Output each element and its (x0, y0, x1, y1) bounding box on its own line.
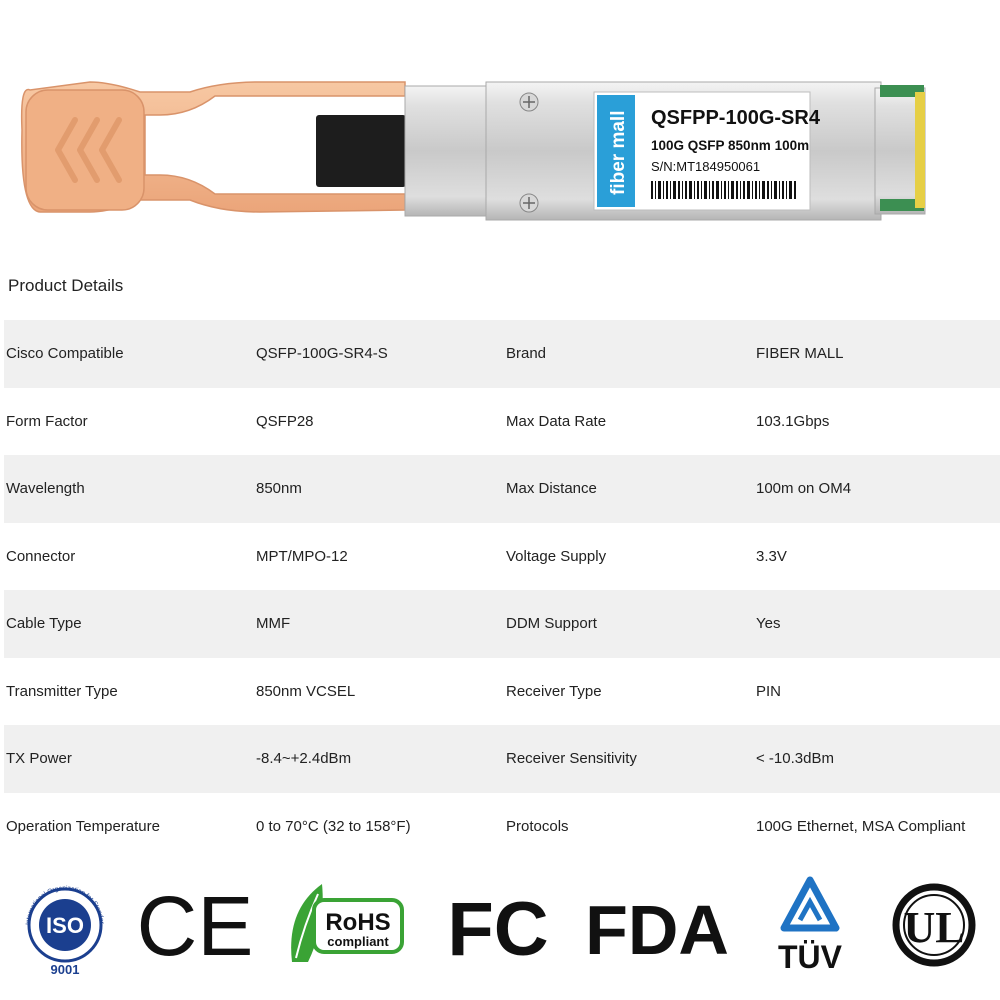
iso-ring-text: International Organization for Standar (24, 884, 105, 926)
spec-label: Cisco Compatible (6, 345, 124, 363)
spec-value: 3.3V (756, 547, 787, 565)
spec-value: MPT/MPO-12 (256, 547, 348, 565)
iso-9001-logo (18, 870, 113, 980)
tuv-logo (770, 870, 850, 980)
spec-label: Wavelength (6, 480, 85, 498)
ul-text: UL (903, 903, 965, 952)
spec-value: FIBER MALL (756, 345, 844, 363)
iso-number: 9001 (50, 962, 80, 977)
spec-value: < -10.3dBm (756, 750, 834, 768)
spec-label: Transmitter Type (6, 682, 118, 700)
rohs-text: RoHS (325, 909, 391, 936)
tuv-text: TÜV (778, 939, 842, 975)
label-brand: fiber mall (608, 110, 629, 195)
spec-value: 850nm VCSEL (256, 682, 356, 700)
spec-label: Receiver Sensitivity (506, 750, 637, 768)
rohs-sub: compliant (327, 934, 389, 949)
label-line2: 100G QSFP 850nm 100m (651, 138, 810, 153)
label-title: QSFPP-100G-SR4 (651, 107, 820, 129)
spec-label: DDM Support (506, 615, 597, 633)
spec-label: Brand (506, 345, 547, 363)
rohs-logo (282, 870, 407, 980)
iso-text: ISO (46, 913, 84, 938)
table-row (4, 725, 1000, 793)
spec-value: 0 to 70°C (32 to 158°F) (256, 817, 411, 835)
label-serial: S/N:MT184950061 (651, 159, 761, 174)
product-label (594, 92, 821, 210)
spec-label: Voltage Supply (506, 547, 607, 565)
spec-value: QSFP28 (256, 412, 314, 430)
spec-label: Max Distance (506, 480, 597, 498)
spec-value: MMF (256, 615, 291, 633)
fc-logo (448, 870, 548, 980)
spec-label: Protocols (506, 817, 569, 835)
spec-value: -8.4~+2.4dBm (256, 750, 352, 768)
section-title: Product Details (8, 276, 124, 295)
table-row (4, 388, 1000, 456)
table-row (4, 658, 1000, 726)
ul-logo (888, 870, 980, 980)
spec-value: 100m on OM4 (756, 480, 852, 498)
spec-label: Max Data Rate (506, 412, 607, 430)
latch (316, 115, 406, 187)
certification-logos (0, 870, 1000, 980)
ce-logo (136, 870, 254, 980)
spec-label: TX Power (6, 750, 72, 768)
table-row (4, 455, 1000, 523)
spec-label: Cable Type (6, 615, 82, 633)
spec-value: 103.1Gbps (756, 412, 830, 430)
product-photo (0, 0, 1000, 255)
ce-text: CE (136, 879, 254, 973)
table-row (4, 793, 1000, 861)
spec-value: PIN (756, 682, 782, 700)
spec-value: 100G Ethernet, MSA Compliant (756, 817, 966, 835)
fda-logo (585, 870, 730, 980)
spec-label: Operation Temperature (6, 817, 160, 835)
fc-text: FC (447, 887, 549, 972)
fda-text: FDA (585, 891, 729, 969)
table-row (4, 523, 1000, 591)
spec-table (4, 320, 1000, 860)
spec-label: Connector (6, 547, 76, 565)
table-row (4, 320, 1000, 388)
table-row (4, 590, 1000, 658)
spec-value: QSFP-100G-SR4-S (256, 345, 388, 363)
spec-label: Receiver Type (506, 682, 602, 700)
spec-value: 850nm (256, 480, 302, 498)
spec-value: Yes (756, 615, 781, 633)
spec-label: Form Factor (6, 412, 88, 430)
